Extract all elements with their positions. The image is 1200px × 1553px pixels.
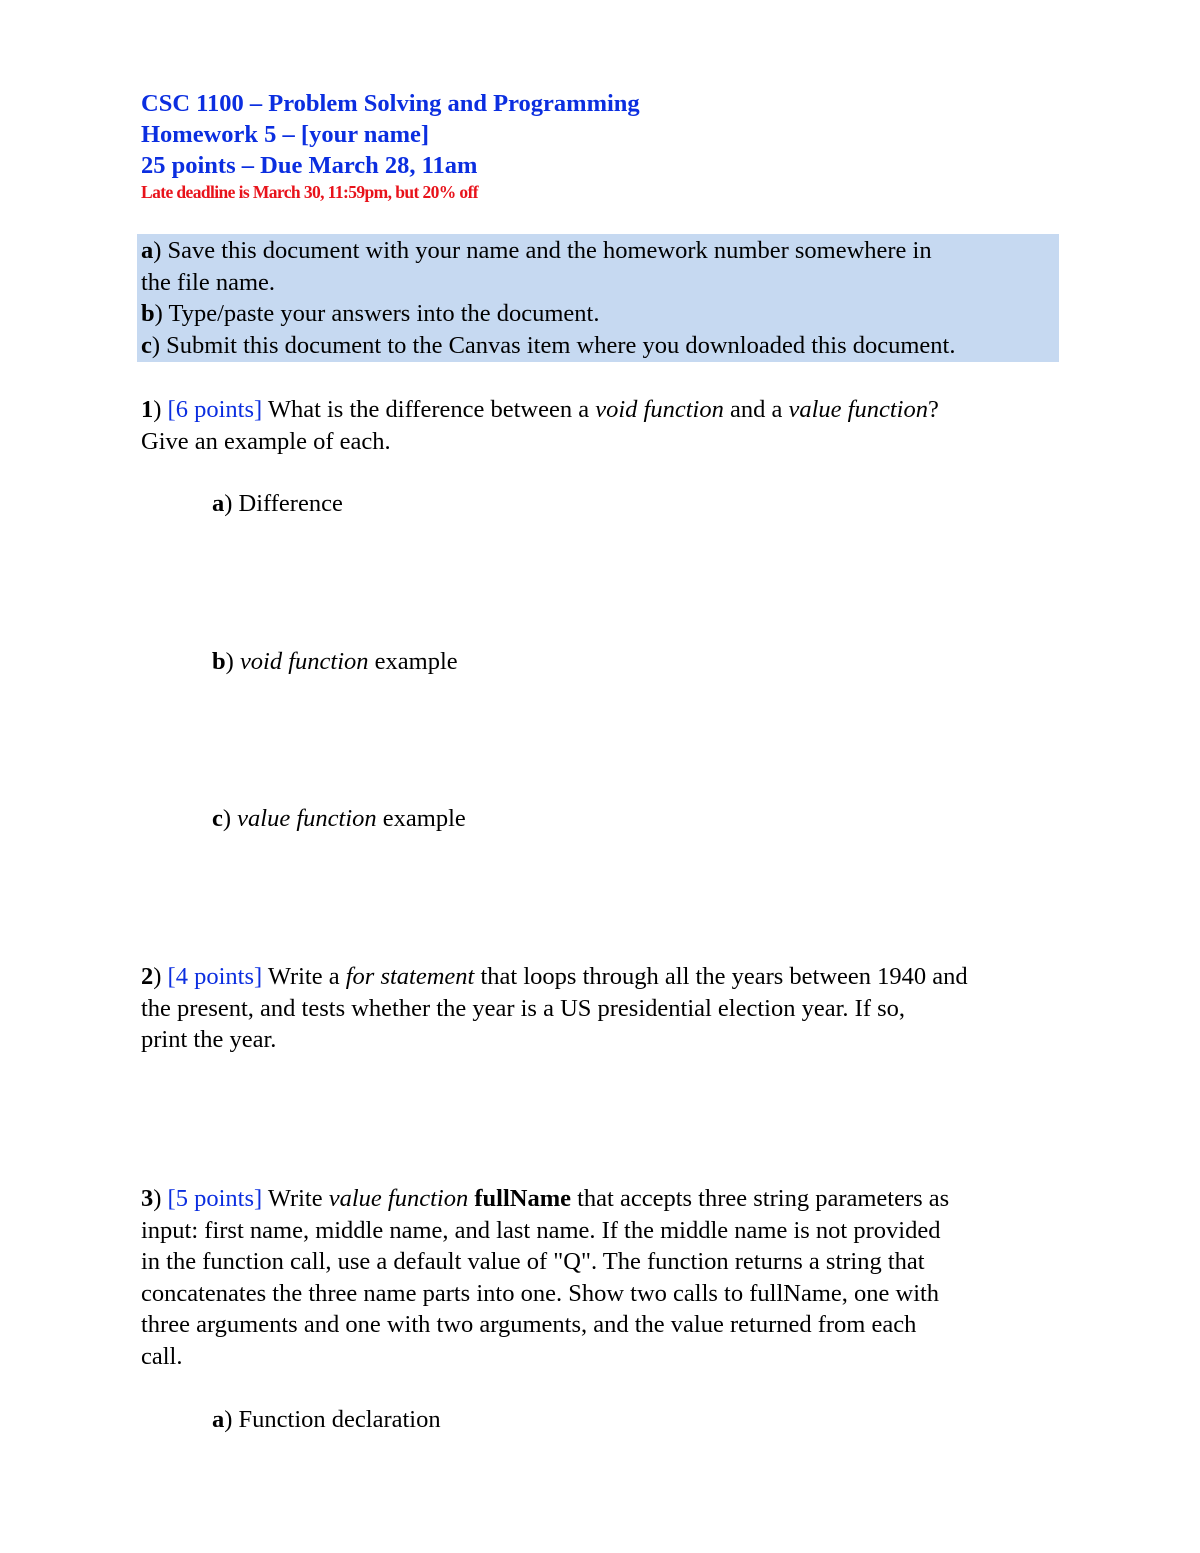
course-title: CSC 1100 – Problem Solving and Programming <box>141 90 640 117</box>
question-3-line-3: in the function call, use a default value of "Q". The function returns a string that <box>141 1248 925 1275</box>
question-1-part-c <box>212 803 466 835</box>
document-header <box>141 88 1061 203</box>
question-1-b-term: void function <box>239 648 369 675</box>
question-3-line-1 <box>141 1183 1061 1215</box>
instruction-c-label: c <box>141 331 152 359</box>
homework-title: Homework 5 – [your name] <box>141 121 430 148</box>
question-3-line-4: concatenates the three name parts into one. Show two calls to fullName, one with <box>141 1279 940 1307</box>
question-3-function-name: fullName <box>474 1185 571 1212</box>
instruction-b <box>141 298 1061 330</box>
question-1 <box>141 394 1061 457</box>
question-3-paren: ) <box>153 1185 168 1212</box>
question-1-term-void: void function <box>595 396 724 423</box>
question-1-paren: ) <box>153 396 168 423</box>
question-3-a-text: ) Function declaration <box>224 1406 441 1433</box>
question-3-points: [5 points] <box>167 1185 263 1212</box>
question-3-a-label: a <box>212 1406 225 1433</box>
question-3-line-5: three arguments and one with two arguments, and the value returned from each <box>141 1311 917 1338</box>
due-date: 25 points – Due March 28, 11am <box>141 152 478 179</box>
instruction-a-cont: the file name. <box>141 268 276 296</box>
question-1-b-paren: ) <box>225 648 240 675</box>
question-3-number: 3 <box>141 1185 154 1212</box>
instruction-c <box>141 330 1061 362</box>
question-3-text-2: that accepts three string parameters as <box>570 1185 950 1212</box>
question-1-part-b <box>212 646 458 678</box>
question-2-points: [4 points] <box>167 963 263 990</box>
instructions <box>141 235 1061 361</box>
question-1-c-label: c <box>212 805 223 832</box>
question-3-line-2: input: first name, middle name, and last name. If the middle name is not provided <box>141 1216 941 1244</box>
question-1-c-text: example <box>376 805 466 832</box>
question-3-term: value function <box>328 1185 469 1212</box>
question-3-part-a <box>212 1404 441 1436</box>
instruction-b-text: ) Type/paste your answers into the document. <box>154 300 600 327</box>
late-deadline: Late deadline is March 30, 11:59pm, but 20% off <box>141 182 479 202</box>
question-1-number: 1 <box>141 396 154 423</box>
question-1-text-1: What is the difference between a <box>262 396 596 423</box>
question-2-number: 2 <box>141 963 154 990</box>
question-2-paren: ) <box>153 963 168 990</box>
instruction-b-label: b <box>141 300 155 327</box>
question-1-c-term: value function <box>237 805 377 832</box>
question-1-points: [6 points] <box>167 396 263 423</box>
instruction-a <box>141 235 1061 267</box>
question-2-text-1: Write a <box>262 963 346 990</box>
question-1-b-label: b <box>212 648 226 675</box>
question-1-b-text: example <box>368 648 458 675</box>
question-1-term-value: value function <box>788 396 928 423</box>
question-1-line-1 <box>141 394 1061 426</box>
question-1-a-text: ) Difference <box>224 490 343 517</box>
question-1-text-2: and a <box>723 396 789 423</box>
question-1-c-paren: ) <box>222 805 238 832</box>
question-1-line-2: Give an example of each. <box>141 427 391 455</box>
question-3 <box>141 1183 1061 1372</box>
question-2 <box>141 961 1061 1056</box>
question-2-text-2: that loops through all the years between 1940 and <box>474 963 968 990</box>
question-2-line-1 <box>141 961 1061 993</box>
question-1-text-3: ? <box>927 396 939 423</box>
question-3-text-1: Write <box>262 1185 329 1212</box>
question-2-line-3: print the year. <box>141 1026 277 1053</box>
instruction-a-label: a <box>141 237 154 264</box>
question-2-line-2: the present, and tests whether the year is a US presidential election year. If so, <box>141 994 906 1022</box>
instruction-a-text: ) Save this document with your name and the homework number somewhere in <box>153 237 932 264</box>
question-2-term: for statement <box>345 963 475 990</box>
question-1-part-a <box>212 488 343 520</box>
instruction-c-text: ) Submit this document to the Canvas item where you downloaded this document. <box>151 331 956 359</box>
question-3-line-6: call. <box>141 1342 183 1370</box>
question-1-a-label: a <box>212 490 225 517</box>
